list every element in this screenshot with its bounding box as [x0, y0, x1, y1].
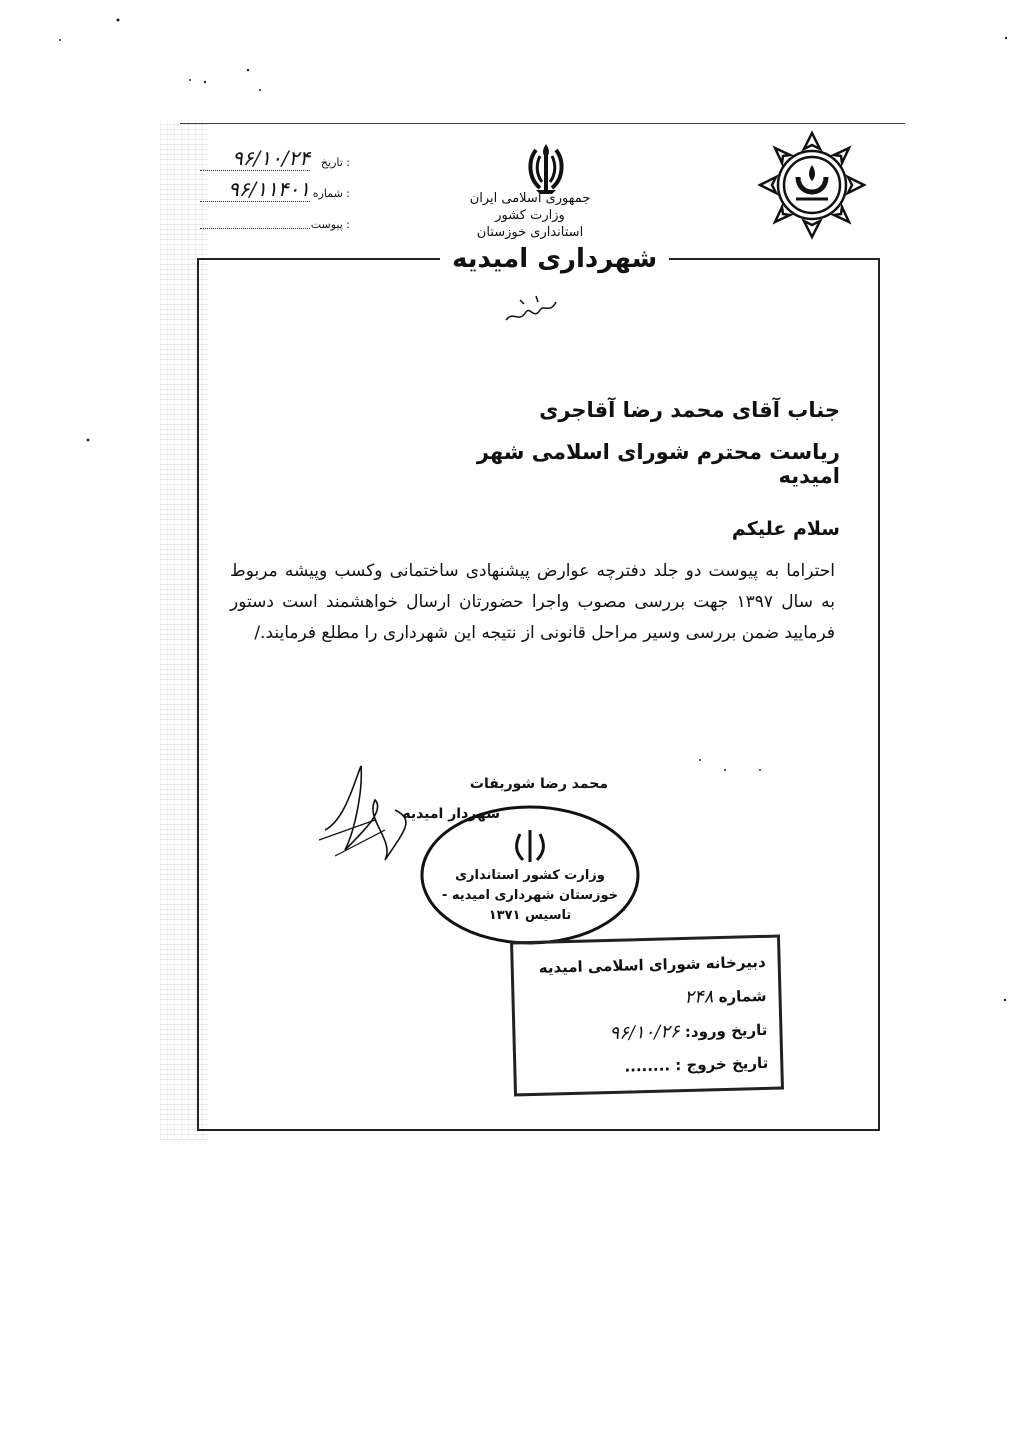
header-line-1: جمهوری اسلامی ایران: [469, 191, 591, 206]
stamp-number-label: شماره: [718, 986, 767, 1007]
municipality-title: شهرداری امیدیه: [440, 244, 669, 274]
stamp-exit-label: تاریخ خروج :: [675, 1053, 769, 1075]
seal-text: وزارت کشور استانداری خوزستان شهرداری امیدیه - تاسیس ۱۳۷۱: [441, 868, 619, 923]
date-label: : تاریخ: [320, 156, 350, 169]
header-line-3: استانداری خوزستان: [476, 225, 584, 240]
stamp-exit-value: ........: [624, 1056, 671, 1076]
header-line-2: وزارت کشور: [495, 208, 565, 223]
stamp-entry-label: تاریخ ورود:: [684, 1020, 768, 1042]
recipient-name: جناب آقای محمد رضا آقاجری: [539, 398, 840, 422]
stamp-title: دبیرخانه شورای اسلامی امیدیه: [538, 952, 766, 977]
attachment-label: : پیوست: [310, 218, 350, 231]
date-value: ۹۶/۱۰/۲۴: [200, 146, 310, 171]
letter-body: احتراما به پیوست دو جلد دفترچه عوارض پیشنهادی ساختمانی وکسب وپیشه مربوط به سال ۱۳۹۷ جهت بررسی مصوب واجرا حضورتان ارسال خواهشمند است دستور فرمایید ضمن بررسی وسیر مراحل قانونی از نتیجه این شهرداری را مطلع فرمایند./: [230, 561, 835, 643]
stamp-entry-value: ۹۶/۱۰/۲۶: [609, 1021, 680, 1044]
salutation: سلام علیکم: [731, 518, 840, 540]
stamp-number-value: ۲۴۸: [684, 986, 714, 1009]
signer-name: محمد رضا شوریفات: [469, 776, 608, 792]
recipient-title: ریاست محترم شورای اسلامی شهر امیدیه: [476, 440, 840, 488]
signer-title: شهردار امیدیه: [402, 806, 500, 822]
number-value: ۹۶/۱۱۴۰۱: [200, 177, 310, 202]
number-label: : شماره: [312, 187, 350, 200]
